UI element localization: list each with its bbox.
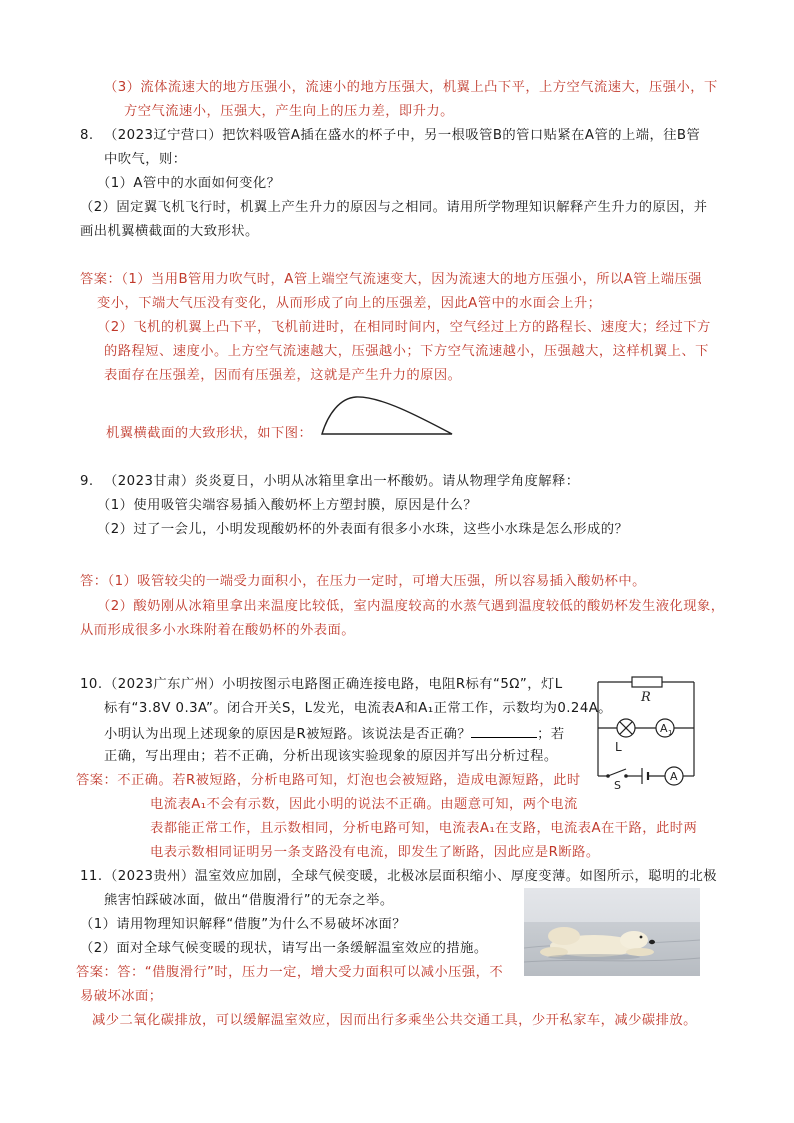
q8-stem-line-2: 中吹气，则： (104, 152, 187, 167)
lamp-label: L (615, 740, 622, 754)
q10-stem-line-1: （2023广东广州）小明按图示电路图正确连接电路，电阻R标有“5Ω”，灯L (104, 677, 563, 692)
q11-answer-line-2: 易破坏冰面； (80, 989, 163, 1004)
ammeter-a1-label: A (660, 722, 668, 735)
q10-answer-line-2: 电流表A₁不会有示数，因此小明的说法不正确。由题意可知，两个电流 (150, 797, 578, 812)
q10-stem-line-3-tail: ；若 (537, 727, 565, 742)
ammeter-a-label: A (670, 770, 678, 783)
polar-bear-photo (524, 888, 700, 976)
q10-number: 10. (80, 677, 103, 692)
q8-answer-line-4: 的路程短、速度小。上方空气流速越大，压强越小；下方空气流速越小，压强越大，这样机翼上、下 (104, 344, 709, 359)
q7-answer-line-2: 方空气流速小，压强大，产生向上的压力差，即升力。 (124, 104, 454, 119)
q11-answer-line-3: 减少二氧化碳排放，可以缓解温室效应，因而出行多乘坐公共交通工具，少开私家车，减少碳排放。 (92, 1013, 697, 1028)
q9-answer-line-2: （2）酸奶刚从冰箱里拿出来温度比较低，室内温度较高的水蒸气遇到温度较低的酸奶杯发生液化现象， (97, 599, 725, 614)
q11-stem-line-2: 熊害怕踩破冰面，做出“借腹滑行”的无奈之举。 (104, 893, 394, 908)
wing-cross-section-figure (318, 392, 458, 440)
q10-answer-line-1: 答案：不正确。若R被短路，分析电路可知，灯泡也会被短路，造成电源短路，此时 (76, 773, 581, 788)
q11-number: 11. (80, 869, 103, 884)
switch-label: S (614, 779, 621, 790)
circuit-diagram (590, 672, 700, 790)
resistor-label: R (641, 690, 651, 705)
q8-answer-line-1: 答案：（1）当用B管用力吹气时，A管上端空气流速变大，因为流速大的地方压强小，所以A管上端压强 (80, 272, 703, 287)
q8-answer-line-3: （2）飞机的机翼上凸下平，飞机前进时，在相同时间内，空气经过上方的路程长、速度大；经过下方 (97, 320, 711, 335)
q8-answer-line-2: 变小，下端大气压没有变化，从而形成了向上的压强差，因此A管中的水面会上升； (97, 296, 602, 311)
q11-sub-question-1: （1）请用物理知识解释“借腹”为什么不易破坏冰面？ (80, 917, 407, 932)
q11-answer-line-1: 答案：答：“借腹滑行”时，压力一定，增大受力面积可以减小压强，不 (76, 965, 504, 980)
q8-sub-question-1: （1）A管中的水面如何变化？ (97, 176, 281, 191)
q8-number: 8. (80, 128, 94, 143)
q11-stem-line-1: （2023贵州）温室效应加剧，全球气候变暖，北极冰层面积缩小、厚度变薄。如图所示，聪明的北极 (104, 869, 718, 884)
ammeter-a1-subscript: 1 (668, 729, 673, 737)
q10-stem-line-3-text: 小明认为出现上述现象的原因是R被短路。该说法是否正确？ (104, 727, 472, 742)
q11-sub-question-2: （2）面对全球气候变暖的现状，请写出一条缓解温室效应的措施。 (80, 941, 488, 956)
q10-answer-line-4: 电表示数相同证明另一条支路没有电流，即发生了断路，因此应是R断路。 (150, 845, 600, 860)
q9-answer-line-3: 从而形成很多小水珠附着在酸奶杯的外表面。 (80, 623, 355, 638)
q10-answer-blank[interactable] (471, 724, 537, 738)
q9-stem-line-1: （2023甘肃）炎炎夏日，小明从冰箱里拿出一杯酸奶。请从物理学角度解释： (104, 474, 580, 489)
q9-sub-question-1: （1）使用吸管尖端容易插入酸奶杯上方塑封膜，原因是什么？ (97, 498, 478, 513)
q10-answer-line-3: 表都能正常工作，且示数相同，分析电路可知，电流表A₁在支路，电流表A在干路，此时两 (150, 821, 698, 836)
q7-answer-line-1: （3）流体流速大的地方压强小，流速小的地方压强大，机翼上凸下平，上方空气流速大，压强小，下 (104, 80, 718, 95)
q8-wing-label: 机翼横截面的大致形状，如下图： (106, 426, 313, 441)
q8-sub-question-2-line-1: （2）固定翼飞机飞行时，机翼上产生升力的原因与之相同。请用所学物理知识解释产生升力的原因，并 (80, 200, 708, 215)
q10-stem-line-2: 标有“3.8V 0.3A”。闭合开关S，L发光，电流表A和A₁正常工作，示数均为0.24A。 (104, 701, 613, 716)
q10-stem-line-4: 正确，写出理由；若不正确，分析出现该实验现象的原因并写出分析过程。 (104, 749, 558, 764)
q9-sub-question-2: （2）过了一会儿，小明发现酸奶杯的外表面有很多小水珠，这些小水珠是怎么形成的？ (97, 522, 629, 537)
q8-sub-question-2-line-2: 画出机翼横截面的大致形状。 (80, 224, 259, 239)
q9-answer-line-1: 答：（1）吸管较尖的一端受力面积小，在压力一定时，可增大压强，所以容易插入酸奶杯中。 (80, 574, 646, 589)
q10-stem-line-3 (104, 724, 565, 744)
q9-number: 9. (80, 474, 94, 489)
q8-answer-line-5: 表面存在压强差，因而有压强差，这就是产生升力的原因。 (104, 368, 462, 383)
q8-stem-line-1: （2023辽宁营口）把饮料吸管A插在盛水的杯子中，另一根吸管B的管口贴紧在A管的上端，往B管 (104, 128, 701, 143)
